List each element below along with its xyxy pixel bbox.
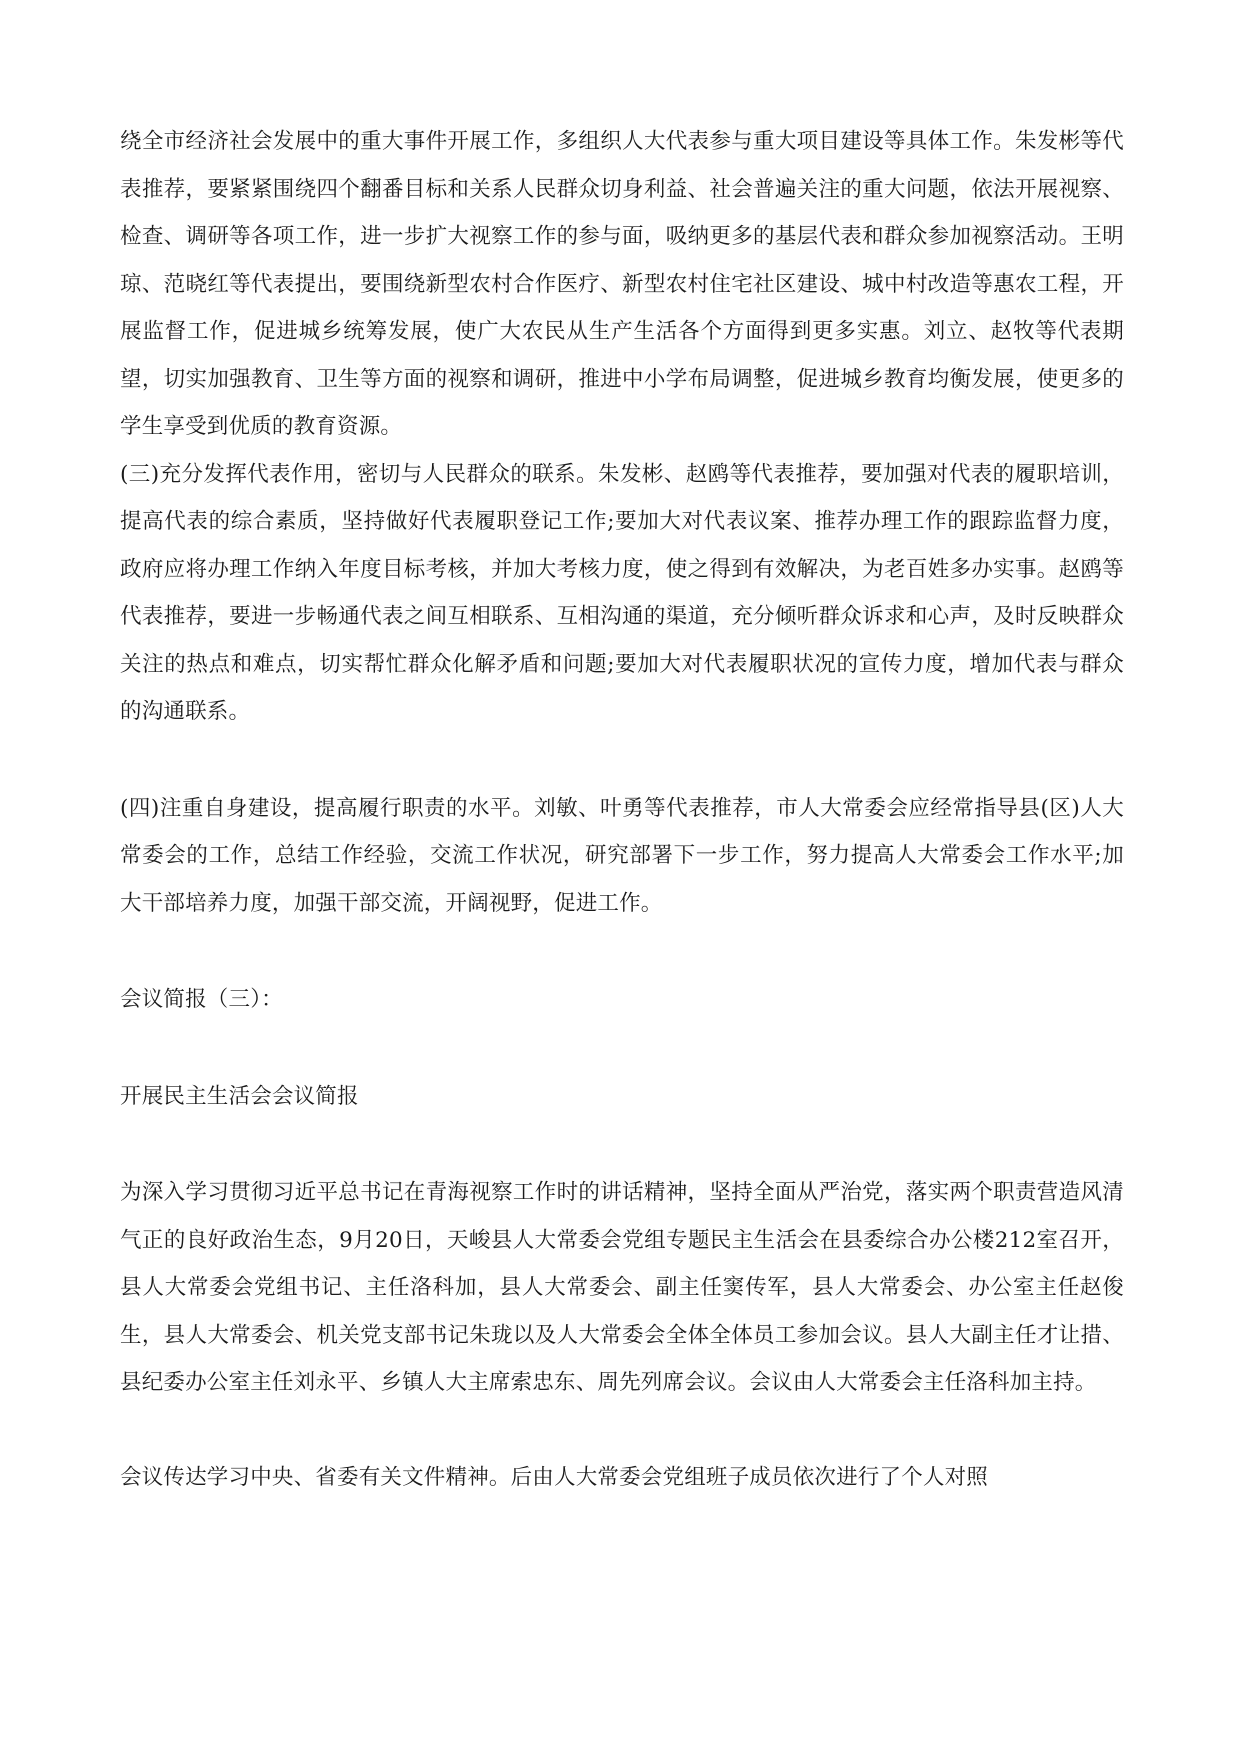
paragraph-section-three: (三)充分发挥代表作用，密切与人民群众的联系。朱发彬、赵鸥等代表推荐，要加强对代表的履职培训，提高代表的综合素质，坚持做好代表履职登记工作;要加大对代表议案、推荐办理工作的跟踪监督力度，政府应将办理工作纳入年度目标考核，并加大考核力度，使之得到有效解决，为老百姓多办实事。赵鸥等代表推荐，要进一步畅通代表之间互相联系、互相沟通的渠道，充分倾听群众诉求和心声，及时反映群众关注的热点和难点，切实帮忙群众化解矛盾和问题;要加大对代表履职状况的宣传力度，增加代表与群众的沟通联系。 [120,461,1124,724]
paragraph-spacer [120,736,1124,785]
paragraph-spacer [120,1407,1124,1454]
paragraph-supervision-work: 绕全市经济社会发展中的重大事件开展工作，多组织人大代表参与重大项目建设等具体工作。朱发彬等代表推荐，要紧紧围绕四个翻番目标和关系人民群众切身利益、社会普遍关注的重大问题，依法开展视察、检查、调研等各项工作，进一步扩大视察工作的参与面，吸纳更多的基层代表和群众参加视察活动。王明琼、范晓红等代表提出，要围绕新型农村合作医疗、新型农村住宅社区建设、城中村改造等惠农工程，开展监督工作，促进城乡统筹发展，使广大农民从生产生活各个方面得到更多实惠。刘立、赵牧等代表期望，切实加强教育、卫生等方面的视察和调研，推进中小学布局调整，促进城乡教育均衡发展，使更多的学生享受到优质的教育资源。 [120,129,1124,439]
paragraph-section-four: (四)注重自身建设，提高履行职责的水平。刘敏、叶勇等代表推荐，市人大常委会应经常指导县(区)人大常委会的工作，总结工作经验，交流工作状况，研究部署下一步工作，努力提高人大常委会工作水平;加大干部培养力度，加强干部交流，开阔视野，促进工作。 [120,795,1124,916]
brief-heading: 会议简报（三）： [120,987,283,1012]
paragraph-meeting-content: 会议传达学习中央、省委有关文件精神。后由人大常委会党组班子成员依次进行了个人对照 [120,1464,989,1490]
brief-title: 开展民主生活会会议简报 [120,1083,359,1109]
paragraph-spacer [120,1120,1124,1169]
paragraph-meeting-intro: 为深入学习贯彻习近平总书记在青海视察工作时的讲话精神，坚持全面从严治党，落实两个职责营造风清气正的良好政治生态，9月20日，天峻县人大常委会党组专题民主生活会在县委综合办公楼212室召开，县人大常委会党组书记、主任洛科加，县人大常委会、副主任窦传军，县人大常委会、办公室主任赵俊生，县人大常委会、机关党支部书记朱珑以及人大常委会全体全体员工参加会议。县人大副主任才让措、县纪委办公室主任刘永平、乡镇人大主席索忠东、周先列席会议。会议由人大常委会主任洛科加主持。 [120,1180,1124,1395]
document-body [120,118,1124,1501]
paragraph-spacer [120,927,1124,976]
paragraph-spacer [120,1024,1124,1073]
